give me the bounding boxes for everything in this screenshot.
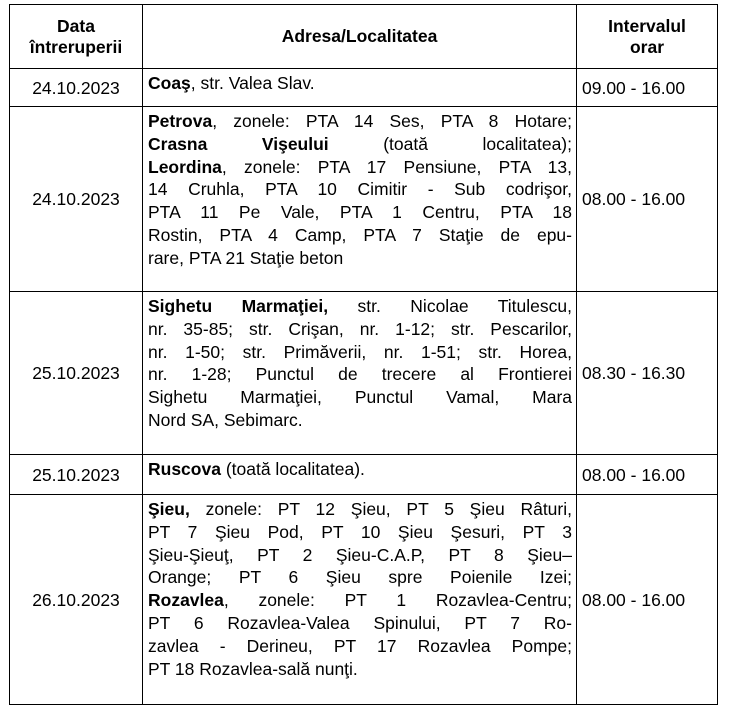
address-line [148,156,572,179]
address-text: zavlea - Derineu, PT 17 Rozavlea Pompe; [148,635,572,656]
row-address [143,69,577,107]
address-text: , zonele: PTA 14 Ses, PTA 8 Hotare; [212,111,572,131]
address-line [148,498,572,521]
row-date: 24.10.2023 [10,107,143,292]
address-line [148,224,572,247]
table-row [10,455,718,495]
locality-name: Petrova [148,111,213,131]
address-line [148,363,572,386]
header-date-line-1: Data [57,15,95,36]
address-text: Şieu-Şieuţ, PT 2 Şieu-C.A.P, PT 8 Şieu– [148,544,572,565]
locality-name: Sighetu Marmaţiei, [148,296,329,316]
row-date: 24.10.2023 [10,69,143,107]
address-line [148,521,572,544]
header-address: Adresa/Localitatea [143,5,577,69]
table-row [10,495,718,705]
row-time: 08.30 - 16.30 [577,292,718,455]
address-line [148,612,572,635]
header-time-line-2: orar [629,36,665,57]
address-text: PT 7 Şieu Pod, PT 10 Şieu Şesuri, PT 3 [148,521,572,542]
locality-name: Şieu, [148,499,190,519]
address-text: , str. Valea Slav. [190,73,315,93]
address-text: Sighetu Marmaţiei, Punctul Vamal, Mara [148,387,572,408]
address-text: zonele: PT 12 Şieu, PT 5 Şieu Râturi, [189,499,572,519]
address-line [148,341,572,364]
row-time: 08.00 - 16.00 [577,495,718,705]
header-time [577,5,718,69]
row-address [143,455,577,495]
row-date: 25.10.2023 [10,455,143,495]
address-line [148,178,572,201]
table-row [10,292,718,455]
locality-name: Leordina [148,156,222,177]
header-row [10,5,718,69]
address-line [148,110,572,133]
locality-name: Coaş [148,73,191,93]
address-text: (toată localitatea); [328,133,572,154]
address-text: Nord SA, Sebimarc. [148,409,303,430]
row-time: 08.00 - 16.00 [577,455,718,495]
locality-name: Ruscova [148,459,221,479]
address-text: nr. 35-85; str. Crişan, nr. 1-12; str. Pescarilor, [148,318,572,339]
row-address [143,495,577,705]
outage-schedule-table [9,4,718,705]
address-text: 14 Cruhla, PTA 10 Cimitir - Sub codrişor, [148,179,572,200]
address-line [148,133,572,156]
table-row [10,107,718,292]
row-date: 25.10.2023 [10,292,143,455]
address-line [148,589,572,612]
row-date: 26.10.2023 [10,495,143,705]
row-address [143,107,577,292]
address-text: PTA 11 Pe Vale, PTA 1 Centru, PTA 18 [148,202,572,223]
address-text: , zonele: PTA 17 Pensiune, PTA 13, [221,156,572,177]
address-text: Orange; PT 6 Şieu spre Poienile Izei; [148,567,572,588]
locality-name: Crasna Vişeului [148,133,329,154]
address-text: str. Nicolae Titulescu, [328,296,572,316]
header-date [10,5,143,69]
address-line [148,566,572,589]
address-text: PT 18 Rozavlea-sală nunţi. [148,658,358,679]
address-line [148,318,572,341]
address-text: Rostin, PTA 4 Camp, PTA 7 Staţie de epu- [148,224,572,245]
header-time-line-1: Intervalul [608,15,686,36]
address-text: (toată localitatea). [220,459,365,479]
address-text: rare, PTA 21 Staţie beton [148,247,344,268]
address-line [148,458,572,481]
address-line [148,635,572,658]
address-text: nr. 1-28; Punctul de trecere al Frontierei [148,364,572,385]
address-text: PT 6 Rozavlea-Valea Spinului, PT 7 Ro- [148,612,572,633]
row-address [143,292,577,455]
address-line [148,409,572,432]
locality-name: Rozavlea [148,590,224,611]
address-text: , zonele: PT 1 Rozavlea-Centru; [223,590,572,611]
address-line [148,72,572,95]
address-line [148,247,572,270]
address-line [148,295,572,318]
table-row [10,69,718,107]
address-text: nr. 1-50; str. Primăverii, nr. 1-51; str. Horea, [148,341,572,362]
address-line [148,386,572,409]
address-line [148,201,572,224]
address-line [148,658,572,681]
row-time: 09.00 - 16.00 [577,69,718,107]
address-line [148,544,572,567]
header-date-line-2: întreruperii [29,36,123,57]
row-time: 08.00 - 16.00 [577,107,718,292]
